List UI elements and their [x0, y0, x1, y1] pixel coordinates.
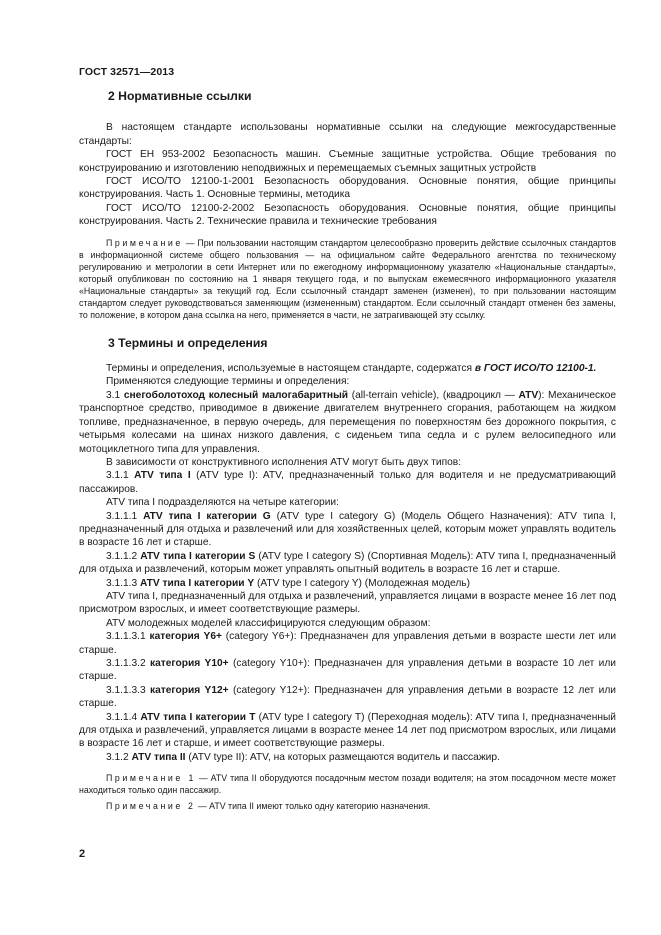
- note-label: Примечание: [106, 237, 183, 248]
- page-number: 2: [79, 848, 86, 860]
- intro-text: Термины и определения, используемые в настоящем стандарте, содержатся: [106, 363, 475, 375]
- standard-header: ГОСТ 32571—2013: [79, 66, 175, 78]
- note-label: Примечание 1: [106, 773, 196, 784]
- term-number: 3.1.1.3.2: [106, 658, 150, 669]
- term-number: 3.1.1.3: [106, 577, 140, 589]
- intro-reference: в ГОСТ ИСО/ТО 12100-1.: [474, 363, 597, 375]
- term-name: ATV типа I: [134, 470, 191, 482]
- term-3-1: [79, 389, 616, 456]
- term-number: 3.1.1.1: [106, 510, 144, 522]
- term-number: 3.1.1.3.3: [106, 684, 150, 696]
- term-name: ATV типа I категории Y: [140, 577, 255, 589]
- term-definition: (ATV type I category T) (Переходная модель): ATV типа I, предназначенный для отдыха и развлечений, управляется лицами в возрасте менее 14 лет под присмотром взрослых, или лицами в возрасте 16 лет и старше, и имеет соответствующие размеры.: [79, 711, 616, 750]
- term-number: 3.1.1.3.1: [106, 631, 150, 643]
- term-english: (all-terrain vehicle), (квадроцикл —: [348, 389, 519, 401]
- youth-models-intro: ATV молодежных моделей классифицируются следующим образом:: [106, 617, 431, 629]
- term-abbreviation: ATV: [518, 389, 539, 401]
- section-3-intro: [79, 362, 616, 375]
- term-name: категория Y12+: [150, 684, 229, 696]
- term-3-1-1-3-1: [79, 630, 616, 657]
- page-content: [79, 90, 616, 812]
- term-name: категория Y10+: [150, 658, 229, 669]
- section-3-title: 3 Термины и определения: [108, 335, 268, 350]
- note-text: — При пользовании настоящим стандартом целесообразно проверить действие ссылочных стандартов в информационной системе общего пользования — на официальном сайте Федерального агентства по техническому регулированию и метрологии в сети Интернет или по ежегодному информационному указателю «Национальные стандарты», который опубликован по состоянию на 1 января текущего года, и по выпускам ежемесячного информационного указателя «Национальные стандарты» за текущий год. Если ссылочный стандарт заменен (изменен), то при пользовании настоящим стандартом следует руководствоваться заменяющим (измененным) стандартом. Если ссылочный стандарт отменен без замены, то положение, в котором дана ссылка на него, применяется в части, не затрагивающей эту ссылку.: [79, 237, 616, 320]
- note-text: — ATV типа II имеют только одну категорию назначения.: [195, 801, 431, 812]
- term-number: 3.1: [106, 389, 124, 401]
- term-definition: (ATV type I category S) (Спортивная Модель): ATV типа I, предназначенный для отдыха и развлечений, которым может управлять опытный водитель в возрасте 16 лет и старше.: [79, 550, 616, 576]
- term-number: 3.1.2: [106, 751, 132, 763]
- section-3-note-1: [79, 772, 616, 796]
- term-number: 3.1.1.4: [106, 711, 141, 723]
- term-3-1-1-3-description: ATV типа I, предназначенный для отдыха и развлечений, управляется лицами в возрасте менее 16 лет под присмотром взрослых, и имеет соответствующие размеры.: [79, 590, 616, 616]
- term-number: 3.1.1: [106, 470, 135, 482]
- types-intro: В зависимости от конструктивного исполнения ATV могут быть двух типов:: [106, 456, 462, 468]
- term-definition: (ATV type I): ATV, предназначенный только для водителя и не предусматривающий пассажиров.: [79, 470, 617, 495]
- section-2-title: 2 Нормативные ссылки: [108, 89, 252, 103]
- section-2-note: [79, 237, 616, 321]
- note-label: Примечание 2: [106, 801, 196, 812]
- note-text: — ATV типа II оборудуются посадочным местом позади водителя; на этом посадочном месте может находиться только один пассажир.: [79, 773, 616, 796]
- term-definition: ): Механическое транспортное средство, приводимое в движение двигателем внутреннего сгорания, работающем на жидком топливе, предназначенное, в первую очередь, для перемещения по поверхностям без дорожного покрытия, с четырьмя колесами на шинах низкого давления, с сиденьем типа седла и с рулем велосипедного или мотоциклетного типа для управления.: [79, 389, 616, 455]
- term-name: ATV типа I категории G: [143, 510, 271, 522]
- reference-1: ГОСТ ЕН 953-2002 Безопасность машин. Съемные защитные устройства. Общие требования по конструированию и изготовлению неподвижных и перемещаемых съемных защитных устройств: [79, 149, 616, 174]
- term-3-1-2: [79, 751, 616, 764]
- term-name: ATV типа I категории S: [140, 550, 256, 562]
- term-name: категория Y6+: [149, 631, 222, 643]
- term-3-1-1-3-3: [79, 684, 616, 711]
- term-definition: (ATV type I category G) (Модель Общего Назначения): ATV типа I, предназначенный для отдыха и развлечений или для хозяйственных целей, которым может управлять водитель в возрасте 16 лет и старше.: [79, 510, 616, 549]
- term-definition: (category Y12+): Предназначен для управления детьми в возрасте 12 лет или старше.: [79, 684, 616, 710]
- section-3-note-2: [79, 800, 616, 812]
- term-name: снегоболотоход колесный малогабаритный: [123, 389, 349, 401]
- term-3-1-1: [79, 469, 616, 496]
- section-2-intro: В настоящем стандарте использованы нормативные ссылки на следующие межгосударственные стандарты:: [79, 122, 616, 147]
- term-definition: (category Y6+): Предназначен для управления детьми в возрасте шести лет или старше.: [79, 631, 617, 656]
- term-definition: (category Y10+): Предназначен для управления детьми в возрасте 10 лет или старше.: [79, 658, 616, 683]
- term-number: 3.1.1.2: [106, 550, 141, 562]
- term-name: ATV типа II: [131, 751, 186, 763]
- reference-2: ГОСТ ИСО/ТО 12100-1-2001 Безопасность оборудования. Основные понятия, общие принципы конструирования. Часть 1. Основные термины, методика: [79, 176, 616, 201]
- term-3-1-1-4: [79, 711, 616, 751]
- term-3-1-1-3-2: [79, 657, 616, 684]
- term-name: ATV типа I категории T: [140, 711, 256, 723]
- term-definition: (ATV type I category Y) (Молодежная модель): [254, 577, 470, 589]
- type1-subcategories: ATV типа I подразделяются на четыре категории:: [106, 497, 339, 509]
- term-definition: (ATV type II): ATV, на которых размещаются водитель и пассажир.: [185, 751, 500, 763]
- term-3-1-1-3: [79, 577, 616, 590]
- term-3-1-1-1: [79, 510, 616, 550]
- reference-3: ГОСТ ИСО/ТО 12100-2-2002 Безопасность оборудования. Основные понятия, общие принципы конструирования. Часть 2. Технические правила и технические требования: [79, 202, 616, 228]
- terms-applied: Применяются следующие термины и определения:: [106, 376, 350, 388]
- term-3-1-1-2: [79, 550, 616, 577]
